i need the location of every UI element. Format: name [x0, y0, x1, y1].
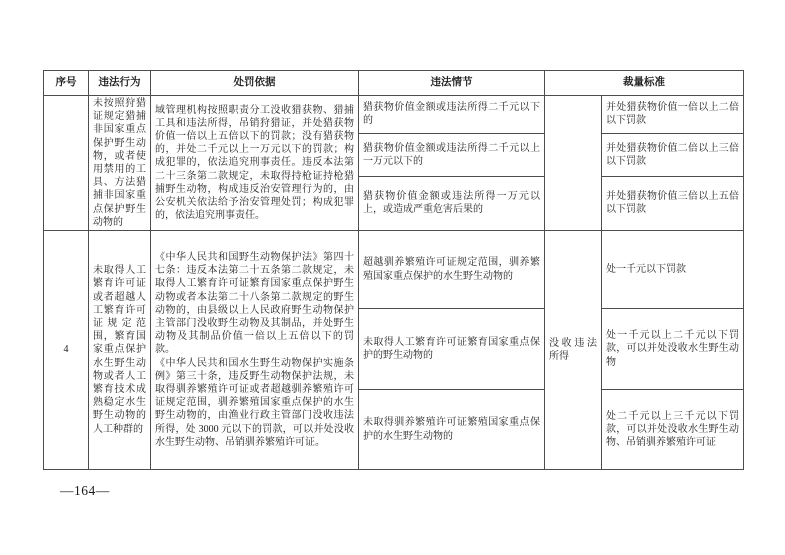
header-penalty-basis: 处罚依据 [151, 71, 359, 96]
serial-cell: 4 [44, 231, 89, 470]
penalty-discretion-table [43, 70, 744, 470]
standard-cell: 并处猎获物价值三倍以上五倍以下罚款 [602, 176, 744, 230]
header-serial-number: 序号 [44, 71, 89, 96]
behavior-cell: 未取得人工繁育许可证或者超越人工繁育许可证规定范围，繁育国家重点保护水生野生动物或者人工繁育技术成熟稳定水生野生动物的人工种群的 [89, 231, 151, 470]
header-illegal-circumstance: 违法情节 [359, 71, 545, 96]
basis-paragraph: 《中华人民共和国水生野生动物保护实施条例》第三十条，违反野生动物保护法规，未取得驯养繁殖许可证或者超越驯养繁殖许可证规定范围，驯养繁殖国家重点保护的水生野生动物的，由渔业行政主管部门没收违法所得，处 3000 元以下的罚款，可以并处没收水生野生动物、吊销驯养繁殖许可证。 [155, 357, 354, 448]
circumstance-cell: 超越驯养繁殖许可证规定范围，驯养繁殖国家重点保护的水生野生动物的 [359, 231, 545, 309]
header-discretion-standard: 裁量标准 [545, 71, 744, 96]
behavior-cell: 未按照狩猎证规定猎捕非国家重点保护野生动物，或者使用禁用的工具、方法猎捕非国家重点保护野生动物的 [89, 96, 151, 231]
standard-cell: 并处猎获物价值二倍以上三倍以下罚款 [602, 133, 744, 176]
table-row [44, 96, 744, 134]
circumstance-cell: 未取得人工繁育许可证繁育国家重点保护的野生动物的 [359, 309, 545, 390]
standard-cell: 并处猎获物价值一倍以上二倍以下罚款 [602, 96, 744, 134]
circumstance-cell: 猎获物价值金额或违法所得二千元以下的 [359, 96, 545, 134]
standard-cell: 处一千元以下罚款 [602, 231, 744, 309]
basis-cell [151, 96, 359, 231]
basis-paragraph: 《中华人民共和国野生动物保护法》第四十七条：违反本法第二十五条第二款规定，未取得人工繁育许可证繁育国家重点保护野生动物或者本法第二十八条第二款规定的野生动物的，由县级以上人民政府野生动物保护主管部门没收野生动物及其制品，并处野生动物及其制品价值一倍以上五倍以下的罚款。 [155, 252, 354, 356]
serial-cell [44, 96, 89, 231]
header-illegal-behavior: 违法行为 [89, 71, 151, 96]
table-header-row [44, 71, 744, 96]
standard-common-cell [545, 96, 602, 231]
standard-cell: 处一千元以上二千元以下罚款，可以并处没收水生野生动物 [602, 309, 744, 390]
table-row [44, 231, 744, 309]
standard-common-cell: 没收违法所得 [545, 231, 602, 470]
standard-cell: 处二千元以上三千元以下罚款，可以并处没收水生野生动物、吊销驯养繁殖许可证 [602, 390, 744, 470]
basis-cell [151, 231, 359, 470]
basis-paragraph: 域管理机构按照职责分工没收猎获物、猎捕工具和违法所得，吊销狩猎证，并处猎获物价值一倍以上五倍以下的罚款；没有猎获物的，并处二千元以上一万元以下的罚款；构成犯罪的，依法追究刑事责任。违反本法第二十三条第二款规定，未取得持枪证持枪猎捕野生动物，构成违反治安管理行为的，由公安机关依法给予治安管理处罚；构成犯罪的，依法追究刑事责任。 [155, 104, 354, 222]
circumstance-cell: 未取得驯养繁殖许可证繁殖国家重点保护的水生野生动物的 [359, 390, 545, 470]
circumstance-cell: 猎获物价值金额或违法所得一万元以上，或造成严重危害后果的 [359, 176, 545, 230]
circumstance-cell: 猎获物价值金额或违法所得二千元以上一万元以下的 [359, 133, 545, 176]
page-number: —164— [60, 483, 110, 498]
